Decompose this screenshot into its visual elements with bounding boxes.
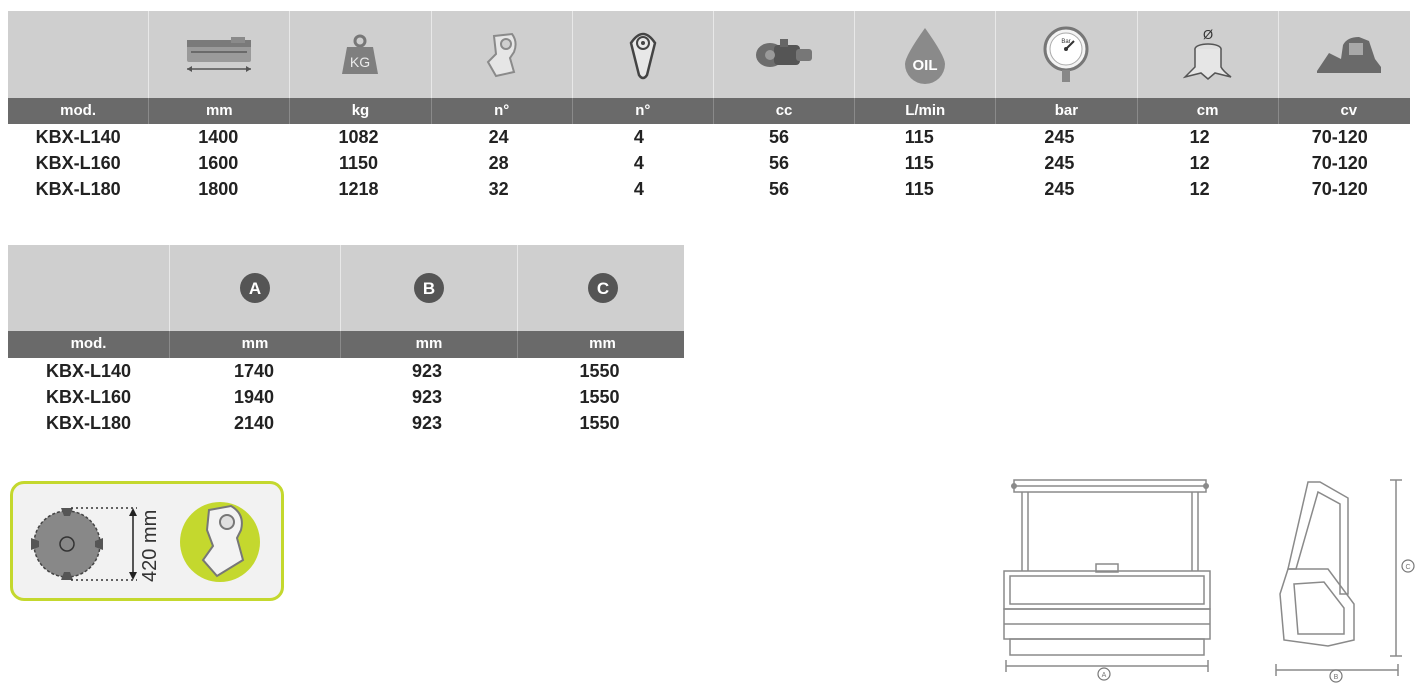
oil-drop-icon: [854, 11, 995, 98]
spec-unit-row: [8, 98, 1410, 124]
model-cell: KBX-L140: [35, 127, 121, 147]
model-cell: KBX-L180: [35, 179, 121, 199]
pressure-gauge-icon: [995, 11, 1136, 98]
table-cell: 28: [488, 153, 509, 173]
tooth-hammer-icon: [431, 11, 572, 98]
gauge-icon-text: Bar: [1061, 38, 1072, 45]
table-cell: 4: [633, 127, 644, 147]
unit-cell: mod.: [70, 335, 107, 352]
unit-cell: cc: [713, 98, 854, 124]
blank-header-cell: [8, 245, 169, 331]
model-cell: KBX-L160: [35, 153, 121, 173]
table-cell: 70-120: [1311, 153, 1368, 173]
table-cell: 56: [769, 127, 790, 147]
stump-diameter-icon: [1137, 11, 1278, 98]
table-cell: 1150: [338, 153, 378, 173]
table-cell: 245: [1044, 179, 1075, 199]
skid-steer-icon: [1278, 11, 1417, 98]
table-cell: 70-120: [1311, 127, 1368, 147]
table-cell: 24: [488, 127, 509, 147]
dimension-b-badge-icon: [340, 245, 517, 331]
rotor-diameter-label: 420 mm: [139, 509, 161, 582]
table-cell: 12: [1189, 179, 1210, 199]
table-cell: 923: [411, 413, 443, 433]
rotor-width-icon: [148, 11, 289, 98]
dimension-b-label: B: [1333, 674, 1339, 681]
table-cell: 56: [769, 153, 790, 173]
table-cell: 12: [1189, 153, 1210, 173]
unit-cell: bar: [995, 98, 1136, 124]
table-row: [8, 150, 1410, 176]
badge-letter: C: [596, 279, 609, 298]
table-cell: 1740: [233, 361, 275, 381]
model-cell: KBX-L160: [45, 387, 132, 407]
stump-icon-text: Ø: [1202, 26, 1213, 42]
unit-cell: mm: [169, 331, 340, 358]
table-cell: 923: [411, 361, 443, 381]
blank-header-cell: [8, 11, 148, 98]
dimension-a-badge-icon: [169, 245, 340, 331]
belt-icon: [572, 11, 713, 98]
table-row: [8, 358, 684, 384]
dimension-c-label: C: [1405, 564, 1411, 571]
table-cell: 2140: [233, 413, 275, 433]
badge-letter: B: [422, 279, 436, 298]
table-row: [8, 384, 684, 410]
table-cell: 1082: [338, 127, 379, 147]
table-cell: 115: [904, 153, 934, 173]
table-cell: 1940: [233, 387, 275, 407]
unit-cell: cv: [1278, 98, 1417, 124]
table-cell: 1400: [198, 127, 239, 147]
unit-cell: n°: [431, 98, 572, 124]
table-cell: 56: [769, 179, 790, 199]
unit-cell: mod.: [60, 102, 97, 119]
unit-cell: mm: [340, 331, 517, 358]
table-cell: 4: [633, 179, 644, 199]
spec-table: [8, 11, 1410, 202]
table-cell: 245: [1044, 153, 1075, 173]
table-cell: 1550: [579, 361, 620, 381]
table-row: [8, 176, 1410, 202]
table-cell: 115: [904, 179, 934, 199]
dimension-c-badge-icon: [517, 245, 687, 331]
table-cell: 1800: [198, 179, 239, 199]
table-row: [8, 124, 1410, 150]
hydraulic-motor-icon: [713, 11, 854, 98]
table-cell: 923: [411, 387, 443, 407]
table-cell: 115: [904, 127, 934, 147]
table-cell: 1550: [579, 387, 620, 407]
table-cell: 12: [1189, 127, 1210, 147]
table-cell: 245: [1044, 127, 1075, 147]
side-view-drawing: [1268, 474, 1417, 684]
unit-cell: kg: [289, 98, 430, 124]
spec-icon-row: [8, 11, 1410, 98]
unit-cell: mm: [148, 98, 289, 124]
dimension-table: [8, 245, 684, 436]
weight-kg-icon: [289, 11, 430, 98]
oil-icon-text: OIL: [912, 56, 938, 74]
weight-icon-text: KG: [350, 53, 371, 70]
table-cell: 70-120: [1311, 179, 1368, 199]
unit-cell: L/min: [854, 98, 995, 124]
unit-cell: cm: [1137, 98, 1278, 124]
unit-cell: mm: [517, 331, 687, 358]
dimension-a-label: A: [1101, 672, 1107, 679]
front-view-drawing: [1000, 476, 1220, 684]
dimension-badge-row: [8, 245, 684, 331]
table-row: [8, 410, 684, 436]
table-cell: 1600: [198, 153, 239, 173]
table-cell: 32: [488, 179, 509, 199]
table-cell: 1218: [338, 179, 379, 199]
table-cell: 4: [633, 153, 644, 173]
badge-letter: A: [248, 279, 262, 298]
unit-cell: n°: [572, 98, 713, 124]
model-cell: KBX-L180: [45, 413, 132, 433]
table-cell: 1550: [579, 413, 620, 433]
model-cell: KBX-L140: [45, 361, 132, 381]
dimension-unit-row: [8, 331, 684, 358]
